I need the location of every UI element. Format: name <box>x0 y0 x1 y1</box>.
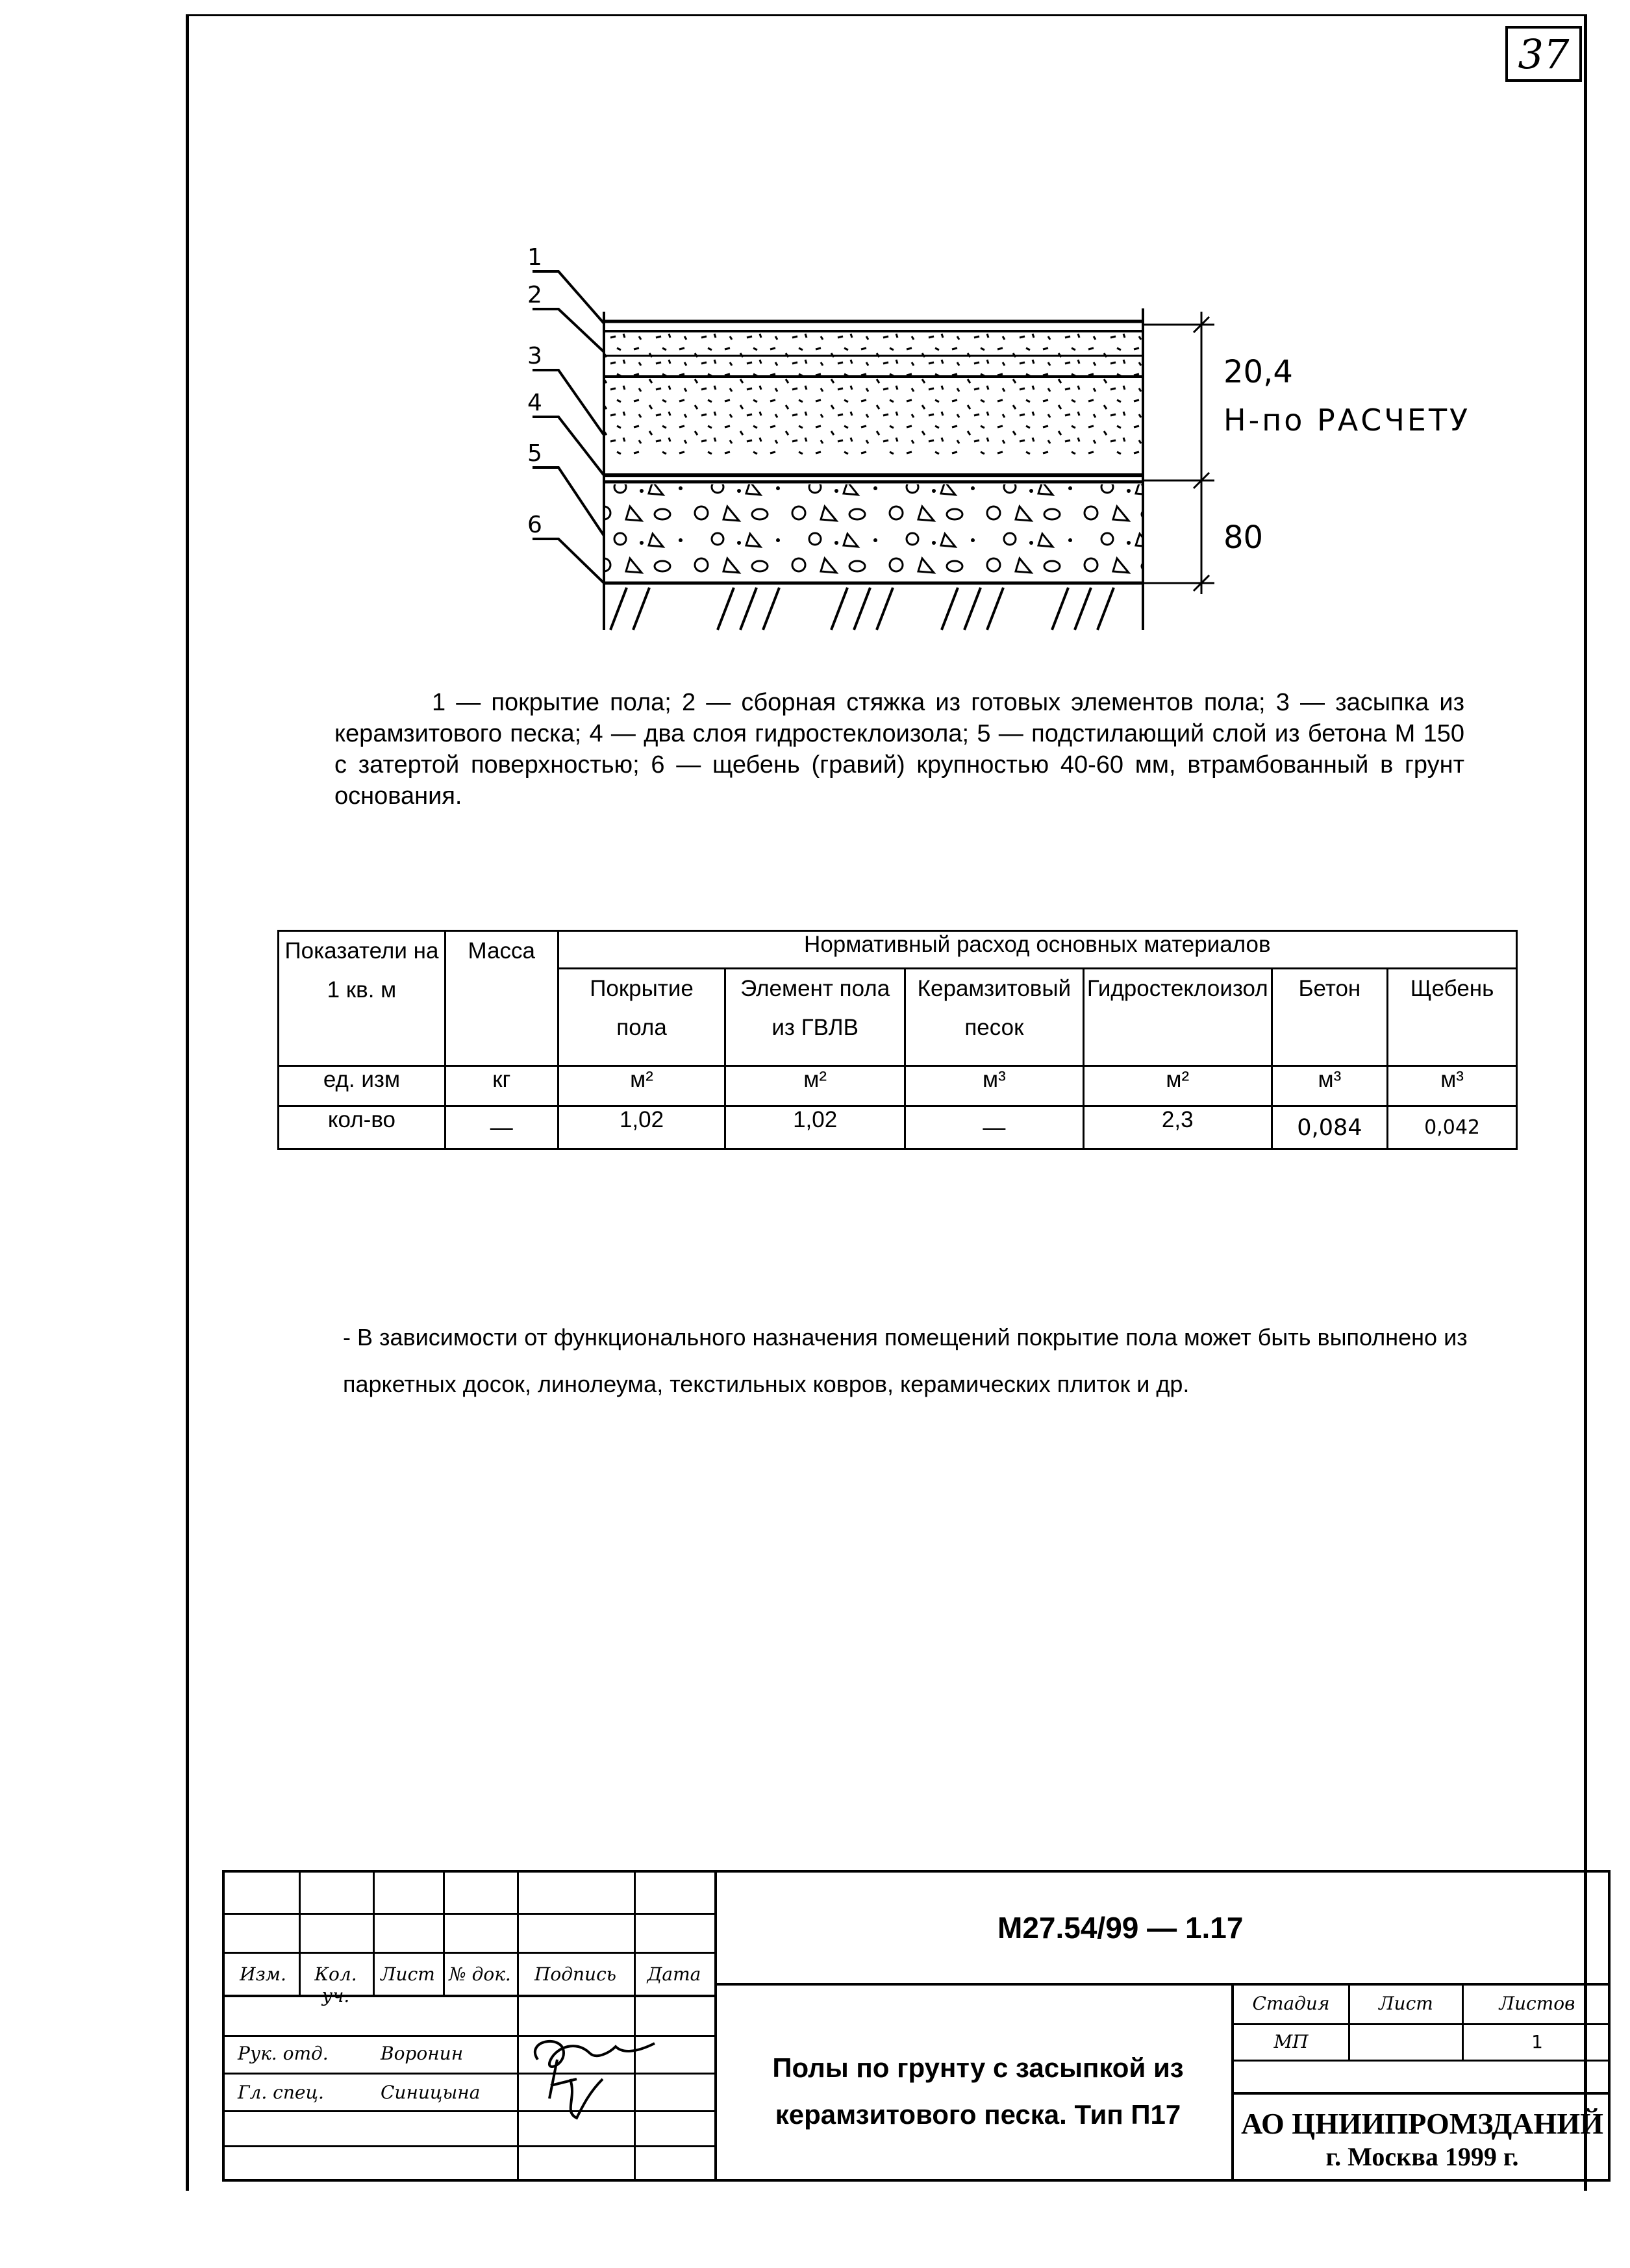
unit-cell: м² <box>1083 1066 1272 1106</box>
sheets-label: Листов <box>1499 1993 1575 2014</box>
header-mass: Масса <box>445 931 558 1066</box>
stage-value: МП <box>1273 2031 1309 2052</box>
callout-6: 6 <box>527 512 542 538</box>
header-col-3: Керамзитовый песок <box>905 969 1083 1066</box>
name-chief-spec: Синицына <box>381 2082 481 2103</box>
header-col-6: Щебень <box>1388 969 1517 1066</box>
qty-cell: 2,3 <box>1083 1106 1272 1149</box>
header-signature: Подпись <box>534 1963 616 1985</box>
drawing-title: Полы по грунту с засыпкой из керамзитового песка. Тип П17 <box>772 2052 1184 2130</box>
dim-label-bottom: 80 <box>1223 519 1264 556</box>
name-head-dept: Воронин <box>381 2043 464 2064</box>
qty-cell: 0,084 <box>1272 1106 1388 1149</box>
callout-1: 1 <box>527 244 542 271</box>
callout-2: 2 <box>527 282 542 308</box>
city-year: г. Москва 1999 г. <box>1325 2142 1519 2171</box>
unit-cell: м³ <box>905 1066 1083 1106</box>
role-head-dept: Рук. отд. <box>238 2043 329 2064</box>
title-block <box>222 1870 1611 2182</box>
signature <box>518 2021 674 2131</box>
callout-5: 5 <box>527 440 542 467</box>
drawing-legend <box>334 687 1464 812</box>
header-doc-no: № док. <box>449 1963 511 1985</box>
header-list: Лист <box>381 1963 435 1985</box>
stage-label: Стадия <box>1252 1993 1330 2014</box>
header-col-4: Гидростеклоизол <box>1083 969 1272 1066</box>
note: - В зависимости от функционального назначения помещений покрытие пола может быть выполнено из паркетных досок, линолеума, текстильных ковров, керамических плиток и др. <box>343 1324 1468 1397</box>
qty-cell: — <box>905 1106 1083 1149</box>
header-col-5: Бетон <box>1272 969 1388 1066</box>
qty-cell: 0,042 <box>1388 1106 1517 1149</box>
mass-unit: кг <box>445 1066 558 1106</box>
unit-cell: м² <box>558 1066 725 1106</box>
units-label: ед. изм <box>279 1066 445 1106</box>
header-col-1: Покрытие пола <box>558 969 725 1066</box>
dim-label-top: 20,4 <box>1223 354 1293 390</box>
dim-label-mid: Н-по РАСЧЕТУ <box>1223 403 1471 438</box>
doc-code: М27.54/99 — 1.17 <box>997 1911 1244 1945</box>
callout-3: 3 <box>527 343 542 369</box>
sheet-number: 37 <box>1505 26 1582 82</box>
legend-text: 1 — покрытие пола; 2 — сборная стяжка из готовых элементов пола; 3 — засыпка из керамзитового песка; 4 — два слоя гидростеклоизола; 5 — подстилающий слой из бетона М 150 с затертой поверхностью; 6 — щебень (гравий) крупностью 40-60 мм, втрамбованный в грунт основания. <box>334 689 1464 810</box>
role-chief-spec: Гл. спец. <box>238 2082 324 2103</box>
header-col-2: Элемент пола из ГВЛВ <box>725 969 905 1066</box>
table-row <box>279 1066 1517 1106</box>
qty-cell: 1,02 <box>725 1106 905 1149</box>
sheet-label: Лист <box>1379 1993 1433 2014</box>
materials-table <box>277 930 1518 1150</box>
callout-4: 4 <box>527 390 542 416</box>
header-izm: Изм. <box>240 1963 286 1985</box>
header-indicators: Показатели на 1 кв. м <box>279 931 445 1066</box>
unit-cell: м² <box>725 1066 905 1106</box>
unit-cell: м³ <box>1388 1066 1517 1106</box>
qty-label: кол-во <box>279 1106 445 1149</box>
floor-section-drawing <box>494 240 1533 643</box>
header-consumption: Нормативный расход основных материалов <box>558 931 1516 969</box>
unit-cell: м³ <box>1272 1066 1388 1106</box>
mass-qty: — <box>445 1106 558 1149</box>
qty-cell: 1,02 <box>558 1106 725 1149</box>
organization: АО ЦНИИПРОМЗДАНИЙ <box>1241 2107 1603 2140</box>
sheets-value: 1 <box>1531 2031 1543 2052</box>
header-kol-uch: Кол. уч. <box>314 1963 357 2006</box>
table-row <box>279 1106 1517 1149</box>
header-date: Дата <box>647 1963 701 1985</box>
